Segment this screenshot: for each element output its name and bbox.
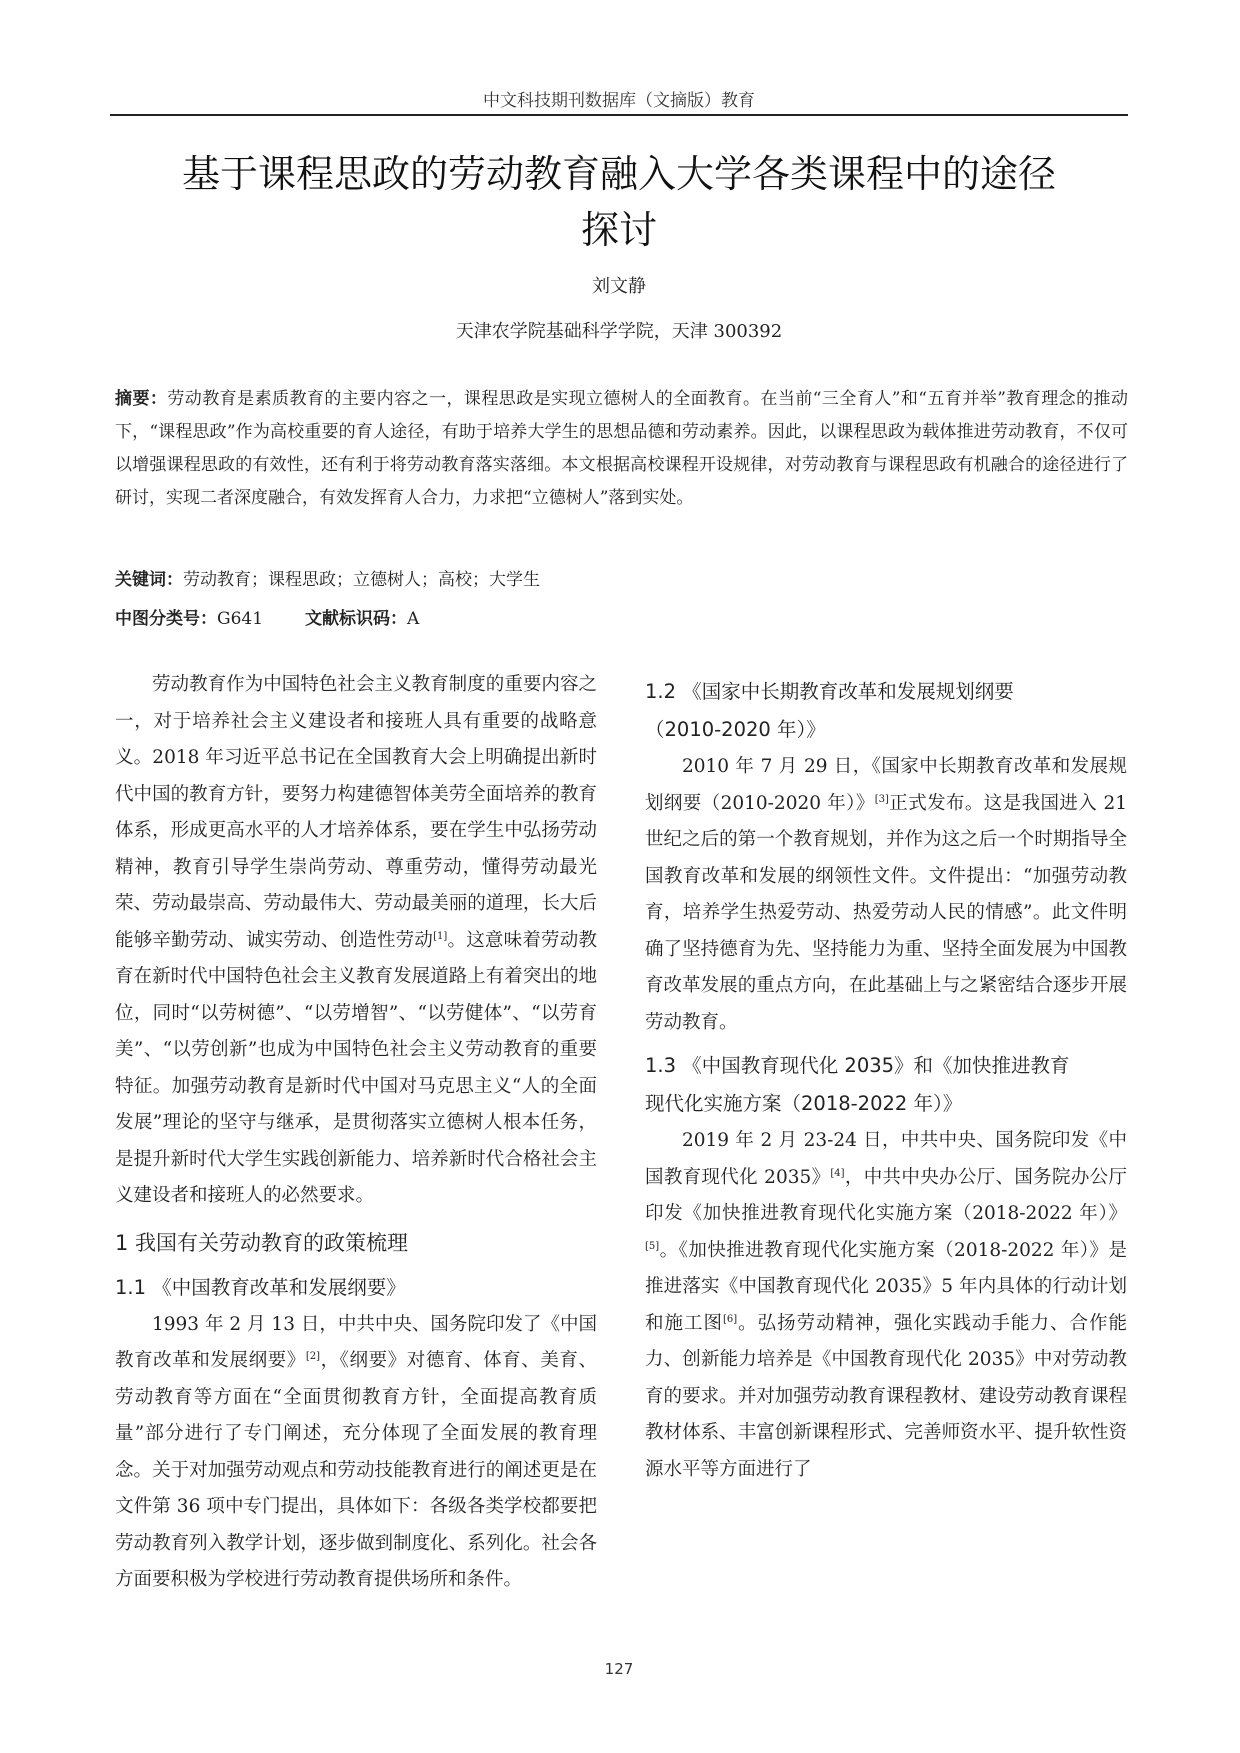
abstract: [115, 383, 1128, 515]
subsection-heading-1-3-line-1: 1.3 《中国教育现代化 2035》和《加快推进教育: [645, 1054, 1070, 1077]
subsection-heading-1-1: 1.1 《中国教育改革和发展纲要》: [115, 1275, 406, 1299]
clc-label: 中图分类号：: [115, 609, 217, 629]
citation-ref: [1]: [433, 930, 448, 942]
citation-ref: [5]: [645, 1240, 660, 1252]
subsection-heading-1-2-line-2: （2010-2020 年）》: [645, 718, 826, 741]
abstract-label: 摘要：: [115, 389, 168, 409]
keywords-label: 关键词：: [115, 570, 183, 590]
title-line-1: 基于课程思政的劳动教育融入大学各类课程中的途径: [181, 152, 1056, 196]
subsection-heading-1-2: [645, 673, 1127, 749]
author-affiliation: 天津农学院基础科学学院，天津 300392: [455, 321, 783, 342]
intro-paragraph: [115, 667, 597, 1215]
body-column-left: [115, 667, 597, 1599]
subsection-heading-1-3: [645, 1047, 1127, 1123]
author-name: 刘文静: [592, 276, 646, 297]
journal-running-head: 中文科技期刊数据库（文摘版）教育: [483, 91, 755, 111]
citation-ref: [2]: [305, 1350, 320, 1362]
paragraph-1-3-text: 。《加快推进教育现代化实施方案（2018-2022 年）》是推进落实《中国教育现代化 2035》5 年内具体的行动计划和施工图: [645, 1239, 1127, 1334]
doc-code-label: 文献标识码：: [305, 609, 408, 629]
citation-ref: [4]: [830, 1167, 845, 1179]
intro-text-b: 。这意味着劳动教育在新时代中国特色社会主义教育发展道路上有着突出的地位，同时“以劳树德”、“以劳增智”、“以劳健体”、“以劳育美”、“以劳创新”也成为中国特色社会主义劳动教育的重要特征。加强劳动教育是新时代中国对马克思主义“人的全面发展”理论的坚守与继承，是贯彻落实立德树人根本任务，是提升新时代大学生实践创新能力、培养新时代合格社会主义建设者和接班人的必然要求。: [115, 929, 597, 1206]
p11-text-b: ，《纲要》对德育、体育、美育、劳动教育等方面在“全面贯彻教育方针，全面提高教育质量”部分进行了专门阐述，充分体现了全面发展的教育理念。关于对加强劳动观点和劳动技能教育进行的阐述更是在文件第 36 项中专门提出，具体如下：各级各类学校都要把劳动教育列入教学计划，逐步做到制度化、系列化。社会各方面要积极为学校进行劳动教育提供场所和条件。: [115, 1350, 597, 1590]
paragraph-1-2-text: 2010 年 7 月 29 日，《国家中长期教育改革和发展规划纲要（2010-2020 年）》: [645, 756, 1127, 814]
keywords-line: [115, 565, 1128, 590]
section-heading-1: 1 我国有关劳动教育的政策梳理: [115, 1230, 409, 1255]
keywords-text: 劳动教育；课程思政；立德树人；高校；大学生: [183, 570, 540, 590]
article-title: [110, 146, 1128, 258]
paragraph-1-2-text: 正式发布。这是我国进入 21 世纪之后的第一个教育规划，并作为这之后一个时期指导全国教育改革和发展的纲领性文件。文件提出：“加强劳动教育，培养学生热爱劳动、热爱劳动人民的情感”。此文件明确了坚持德育为先、坚持能力为重、坚持全面发展为中国教育改革发展的重点方向，在此基础上与之紧密结合逐步开展劳动教育。: [645, 792, 1127, 1033]
abstract-text: 劳动教育是素质教育的主要内容之一，课程思政是实现立德树人的全面教育。在当前“三全育人”和“五育并举”教育理念的推动下，“课程思政”作为高校重要的育人途径，有助于培养大学生的思想品德和劳动素养。因此，以课程思政为载体推进劳动教育，不仅可以增强课程思政的有效性，还有利于将劳动教育落实落细。本文根据高校课程开设规律，对劳动教育与课程思政有机融合的途径进行了研讨，实现二者深度融合，有效发挥育人合力，力求把“立德树人”落到实处。: [115, 389, 1129, 508]
doc-code-value: A: [407, 609, 420, 629]
paragraph-1-3-text: ，中共中央办公厅、国务院办公厅印发《加快推进教育现代化实施方案（2018-2022 年）》: [645, 1166, 1127, 1224]
paragraph-1-3: [645, 1123, 1127, 1488]
intro-text-a: 劳动教育作为中国特色社会主义教育制度的重要内容之一，对于培养社会主义建设者和接班人具有重要的战略意义。2018 年习近平总书记在全国教育大会上明确提出新时代中国的教育方针，要努力构建德智体美劳全面培养的教育体系，形成更高水平的人才培养体系，要在学生中弘扬劳动精神，教育引导学生崇尚劳动、尊重劳动，懂得劳动最光荣、劳动最崇高、劳动最伟大、劳动最美丽的道理，长大后能够辛勤劳动、诚实劳动、创造性劳动: [115, 674, 597, 951]
header-rule: [110, 114, 1128, 116]
classification-line: [115, 604, 1128, 629]
citation-ref: [3]: [874, 793, 889, 805]
citation-ref: [6]: [722, 1313, 738, 1325]
subsection-heading-1-3-line-2: 现代化实施方案（2018-2022 年）》: [645, 1092, 963, 1115]
paragraph-1-3-text: 2019 年 2 月 23-24 日，中共中央、国务院印发《中国教育现代化 2035》: [645, 1130, 1127, 1188]
p11-text-a: 1993 年 2 月 13 日，中共中央、国务院印发了《中国教育改革和发展纲要》: [115, 1313, 597, 1371]
page-number: 127: [604, 1660, 634, 1678]
subsection-heading-1-2-line-1: 1.2 《国家中长期教育改革和发展规划纲要: [645, 680, 1014, 703]
paragraph-1-1: [115, 1307, 597, 1599]
body-column-right: [645, 667, 1127, 1488]
title-line-2: 探讨: [580, 208, 657, 252]
paragraph-1-2: [645, 749, 1127, 1041]
clc-value: G641: [217, 609, 264, 629]
paragraph-1-3-text: 。弘扬劳动精神，强化实践动手能力、合作能力、创新能力培养是《中国教育现代化 2035》中对劳动教育的要求。并对加强劳动教育课程教材、建设劳动教育课程教材体系、丰富创新课程形式、完善师资水平、提升软性资源水平等方面进行了: [645, 1312, 1127, 1480]
